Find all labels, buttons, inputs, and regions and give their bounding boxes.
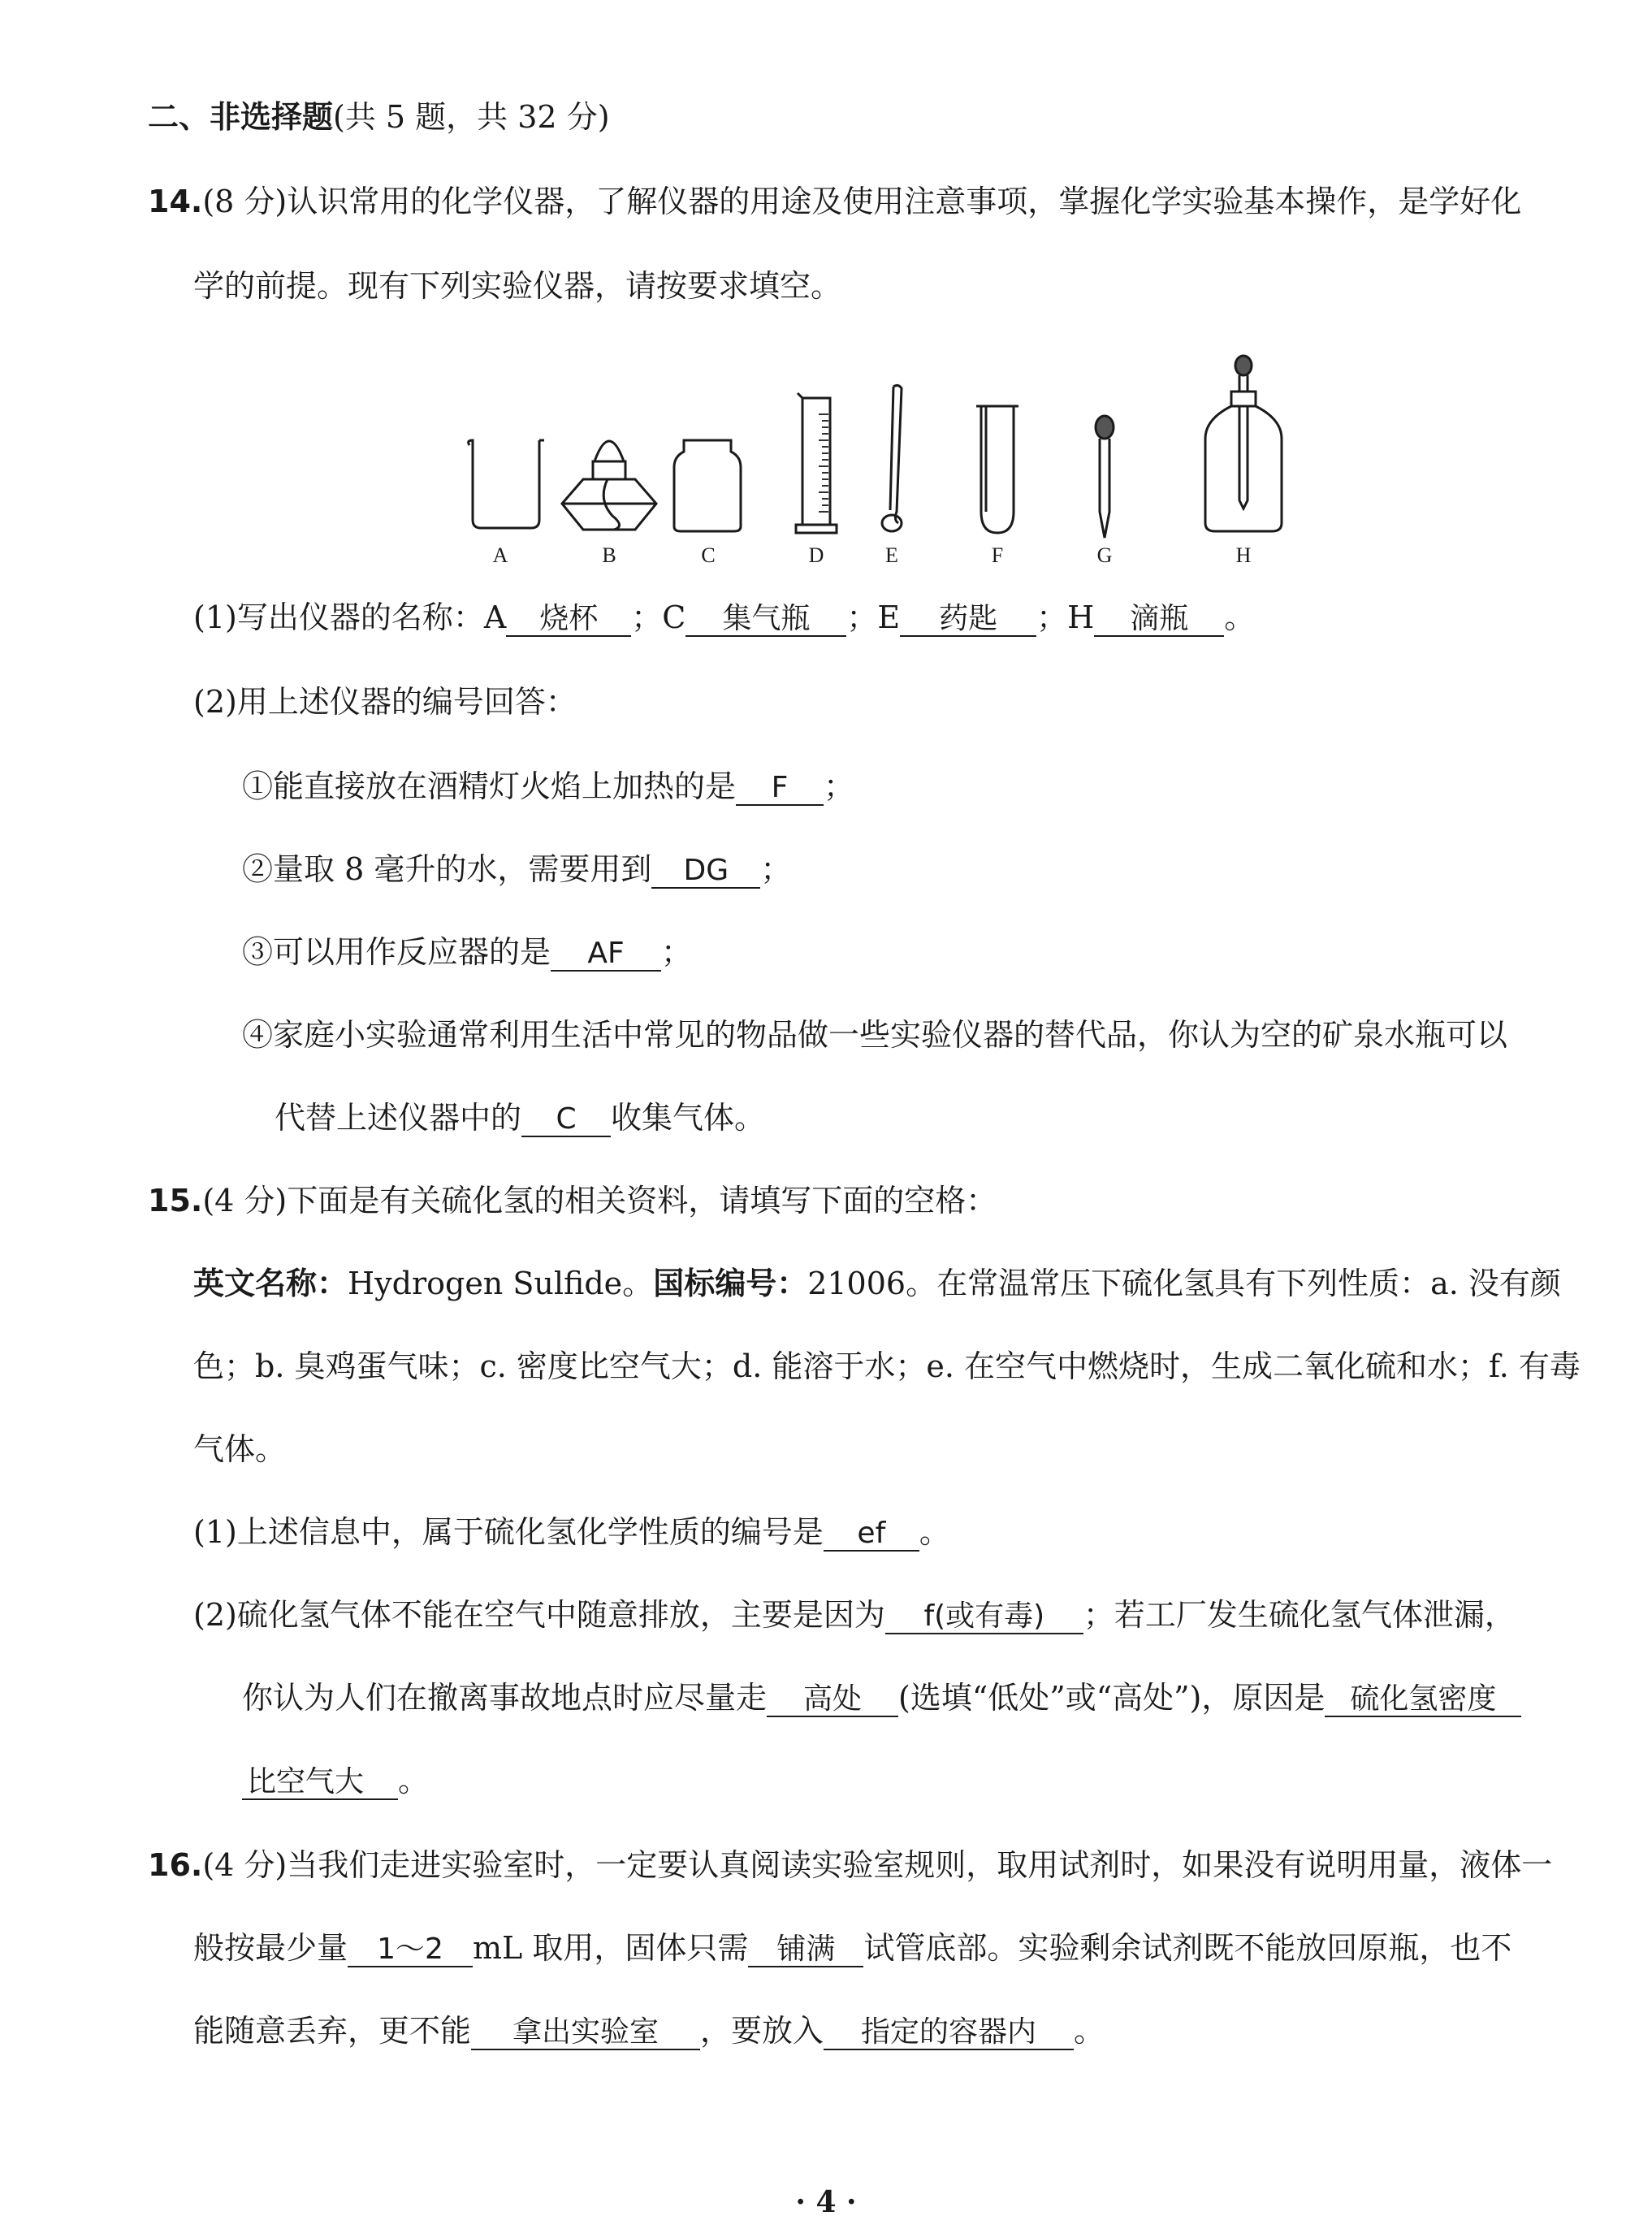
q15-key-standard-number: 国标编号：	[653, 1266, 808, 1301]
q14-stem-text1: (8 分)认识常用的化学仪器，了解仪器的用途及使用注意事项，掌握化学实验基本操作，是学好化	[202, 184, 1522, 219]
answer-blank: 硫化氢密度	[1325, 1683, 1521, 1717]
instruments-svg	[455, 349, 1283, 569]
q15-value-standard-number: 21006。在常温常压下硫化氢具有下列性质：a. 没有颜	[807, 1266, 1561, 1301]
answer-blank: ef	[824, 1517, 919, 1552]
graduated-cylinder-icon	[796, 393, 837, 533]
q15-info-line3: 气体。	[193, 1431, 287, 1467]
q15-stem	[148, 1183, 997, 1220]
answer-blank: 烧杯	[506, 603, 631, 637]
answer-blank: 集气瓶	[685, 603, 846, 637]
q14-p1-text1: (1)写出仪器的名称：A	[193, 599, 507, 635]
fig-label-g: G	[1096, 543, 1113, 567]
q14-s4-text1: 代替上述仪器中的	[275, 1100, 522, 1136]
q15-info-line1	[193, 1266, 1561, 1303]
answer-blank: AF	[551, 937, 661, 972]
q14-p1-text2: ；C	[631, 599, 686, 635]
medicine-spoon-icon	[882, 385, 902, 531]
q14-sub1	[242, 768, 854, 806]
q16-line1	[148, 1847, 1552, 1885]
q16-text-t3: 试管底部。实验剩余试剂既不能放回原瓶，也不	[863, 1930, 1512, 1966]
q14-sub3	[242, 934, 692, 972]
beaker-icon	[469, 440, 544, 528]
q15-part2-line2	[242, 1680, 1521, 1717]
fig-label-c: C	[701, 543, 716, 567]
q14-p1-text4: ；H	[1036, 599, 1095, 635]
q14-s2-text1: ②量取 8 毫升的水，需要用到	[242, 851, 652, 887]
q16-text-t4: 能随意丢弃，更不能	[193, 2013, 472, 2049]
q14-sub4-line2	[275, 1100, 765, 1137]
q14-part2-intro: (2)用上述仪器的编号回答：	[193, 684, 577, 720]
q14-sub4-line1: ④家庭小实验通常利用生活中常见的物品做一些实验仪器的替代品，你认为空的矿泉水瓶可以	[242, 1017, 1508, 1053]
q16-line3	[193, 2013, 1105, 2050]
answer-blank: F	[736, 772, 824, 806]
fig-label-b: B	[602, 543, 616, 567]
q15-stem-text: (4 分)下面是有关硫化氢的相关资料，请填写下面的空格：	[202, 1183, 997, 1218]
q15-p1-text1: (1)上述信息中，属于硫化氢化学性质的编号是	[193, 1514, 824, 1550]
q15-value-english-name: Hydrogen Sulfide。	[348, 1266, 654, 1301]
page-number: · 4 ·	[795, 2185, 857, 2219]
q14-part1	[193, 599, 1255, 637]
q14-number: 14.	[148, 184, 203, 219]
instruments-figure	[455, 349, 1283, 569]
q15-key-english-name: 英文名称：	[193, 1266, 348, 1301]
dropper-icon	[1096, 416, 1114, 538]
fig-label-a: A	[492, 543, 508, 567]
q15-p2-text2: ；若工厂发生硫化氢气体泄漏，	[1083, 1597, 1516, 1633]
answer-blank: 滴瓶	[1094, 603, 1224, 637]
answer-blank: 1～2	[348, 1933, 473, 1967]
section-note: (共 5 题，共 32 分)	[333, 99, 610, 135]
q16-text-t1: 般按最少量	[193, 1930, 348, 1966]
q15-number: 15.	[148, 1183, 203, 1218]
q14-sub2	[242, 851, 791, 889]
test-tube-icon	[976, 406, 1018, 533]
section-title: 二、非选择题	[148, 99, 334, 135]
dropping-bottle-icon	[1205, 356, 1282, 531]
q16-text-t2: mL 取用，固体只需	[473, 1930, 749, 1966]
q15-info-line2: 色；b. 臭鸡蛋气味；c. 密度比空气大；d. 能溶于水；e. 在空气中燃烧时，生成二氧化硫和水；f. 有毒	[193, 1348, 1581, 1384]
answer-blank: f(或有毒)	[885, 1600, 1083, 1634]
q14-s3-text1: ③可以用作反应器的是	[242, 934, 551, 970]
q14-s4-text2: 收集气体。	[611, 1100, 766, 1136]
q14-s1-text2: ；	[824, 768, 855, 804]
fig-label-e: E	[885, 543, 898, 567]
fig-label-d: D	[808, 543, 824, 567]
q15-p2-text5: 。	[398, 1763, 430, 1798]
answer-blank: 高处	[767, 1683, 898, 1717]
q14-p1-text3: ；E	[846, 599, 901, 635]
q14-p1-text5: 。	[1224, 599, 1256, 635]
q15-p2-text4: (选填“低处”或“高处”)，原因是	[898, 1680, 1325, 1716]
fig-label-h: H	[1235, 543, 1252, 567]
q16-text-t6: 。	[1074, 2013, 1105, 2049]
answer-blank: 指定的容器内	[824, 2016, 1074, 2050]
gas-jar-icon	[674, 440, 741, 531]
q15-part2-line3	[242, 1763, 429, 1800]
q15-p2-text1: (2)硫化氢气体不能在空气中随意排放，主要是因为	[193, 1597, 885, 1633]
q16-text-t5: ，要放入	[700, 2013, 824, 2049]
fig-label-f: F	[991, 543, 1004, 567]
q16-number: 16.	[148, 1847, 203, 1883]
answer-blank: C	[521, 1103, 611, 1137]
q14-s2-text2: ；	[760, 851, 792, 887]
q14-s1-text1: ①能直接放在酒精灯火焰上加热的是	[242, 768, 737, 804]
q15-p2-text3: 你认为人们在撤离事故地点时应尽量走	[242, 1680, 768, 1716]
alcohol-lamp-icon	[562, 441, 656, 530]
section-header	[148, 99, 610, 136]
answer-blank: 比空气大	[242, 1766, 398, 1800]
answer-blank: 拿出实验室	[471, 2016, 700, 2050]
q16-line2	[193, 1930, 1511, 1967]
q15-part2-line1	[193, 1597, 1516, 1634]
q15-part1	[193, 1514, 950, 1552]
q14-s3-text2: ；	[661, 934, 693, 970]
cylinder-scale-ticks	[819, 414, 828, 512]
q15-p1-text2: 。	[919, 1514, 950, 1550]
q14-stem-line2: 学的前提。现有下列实验仪器，请按要求填空。	[193, 268, 842, 304]
q14-stem-line1	[148, 184, 1521, 221]
answer-blank: 药匙	[900, 603, 1036, 637]
answer-blank: 铺满	[748, 1933, 863, 1967]
answer-blank: DG	[651, 855, 760, 889]
q16-text1: (4 分)当我们走进实验室时，一定要认真阅读实验室规则，取用试剂时，如果没有说明用量，液体一	[202, 1847, 1553, 1883]
